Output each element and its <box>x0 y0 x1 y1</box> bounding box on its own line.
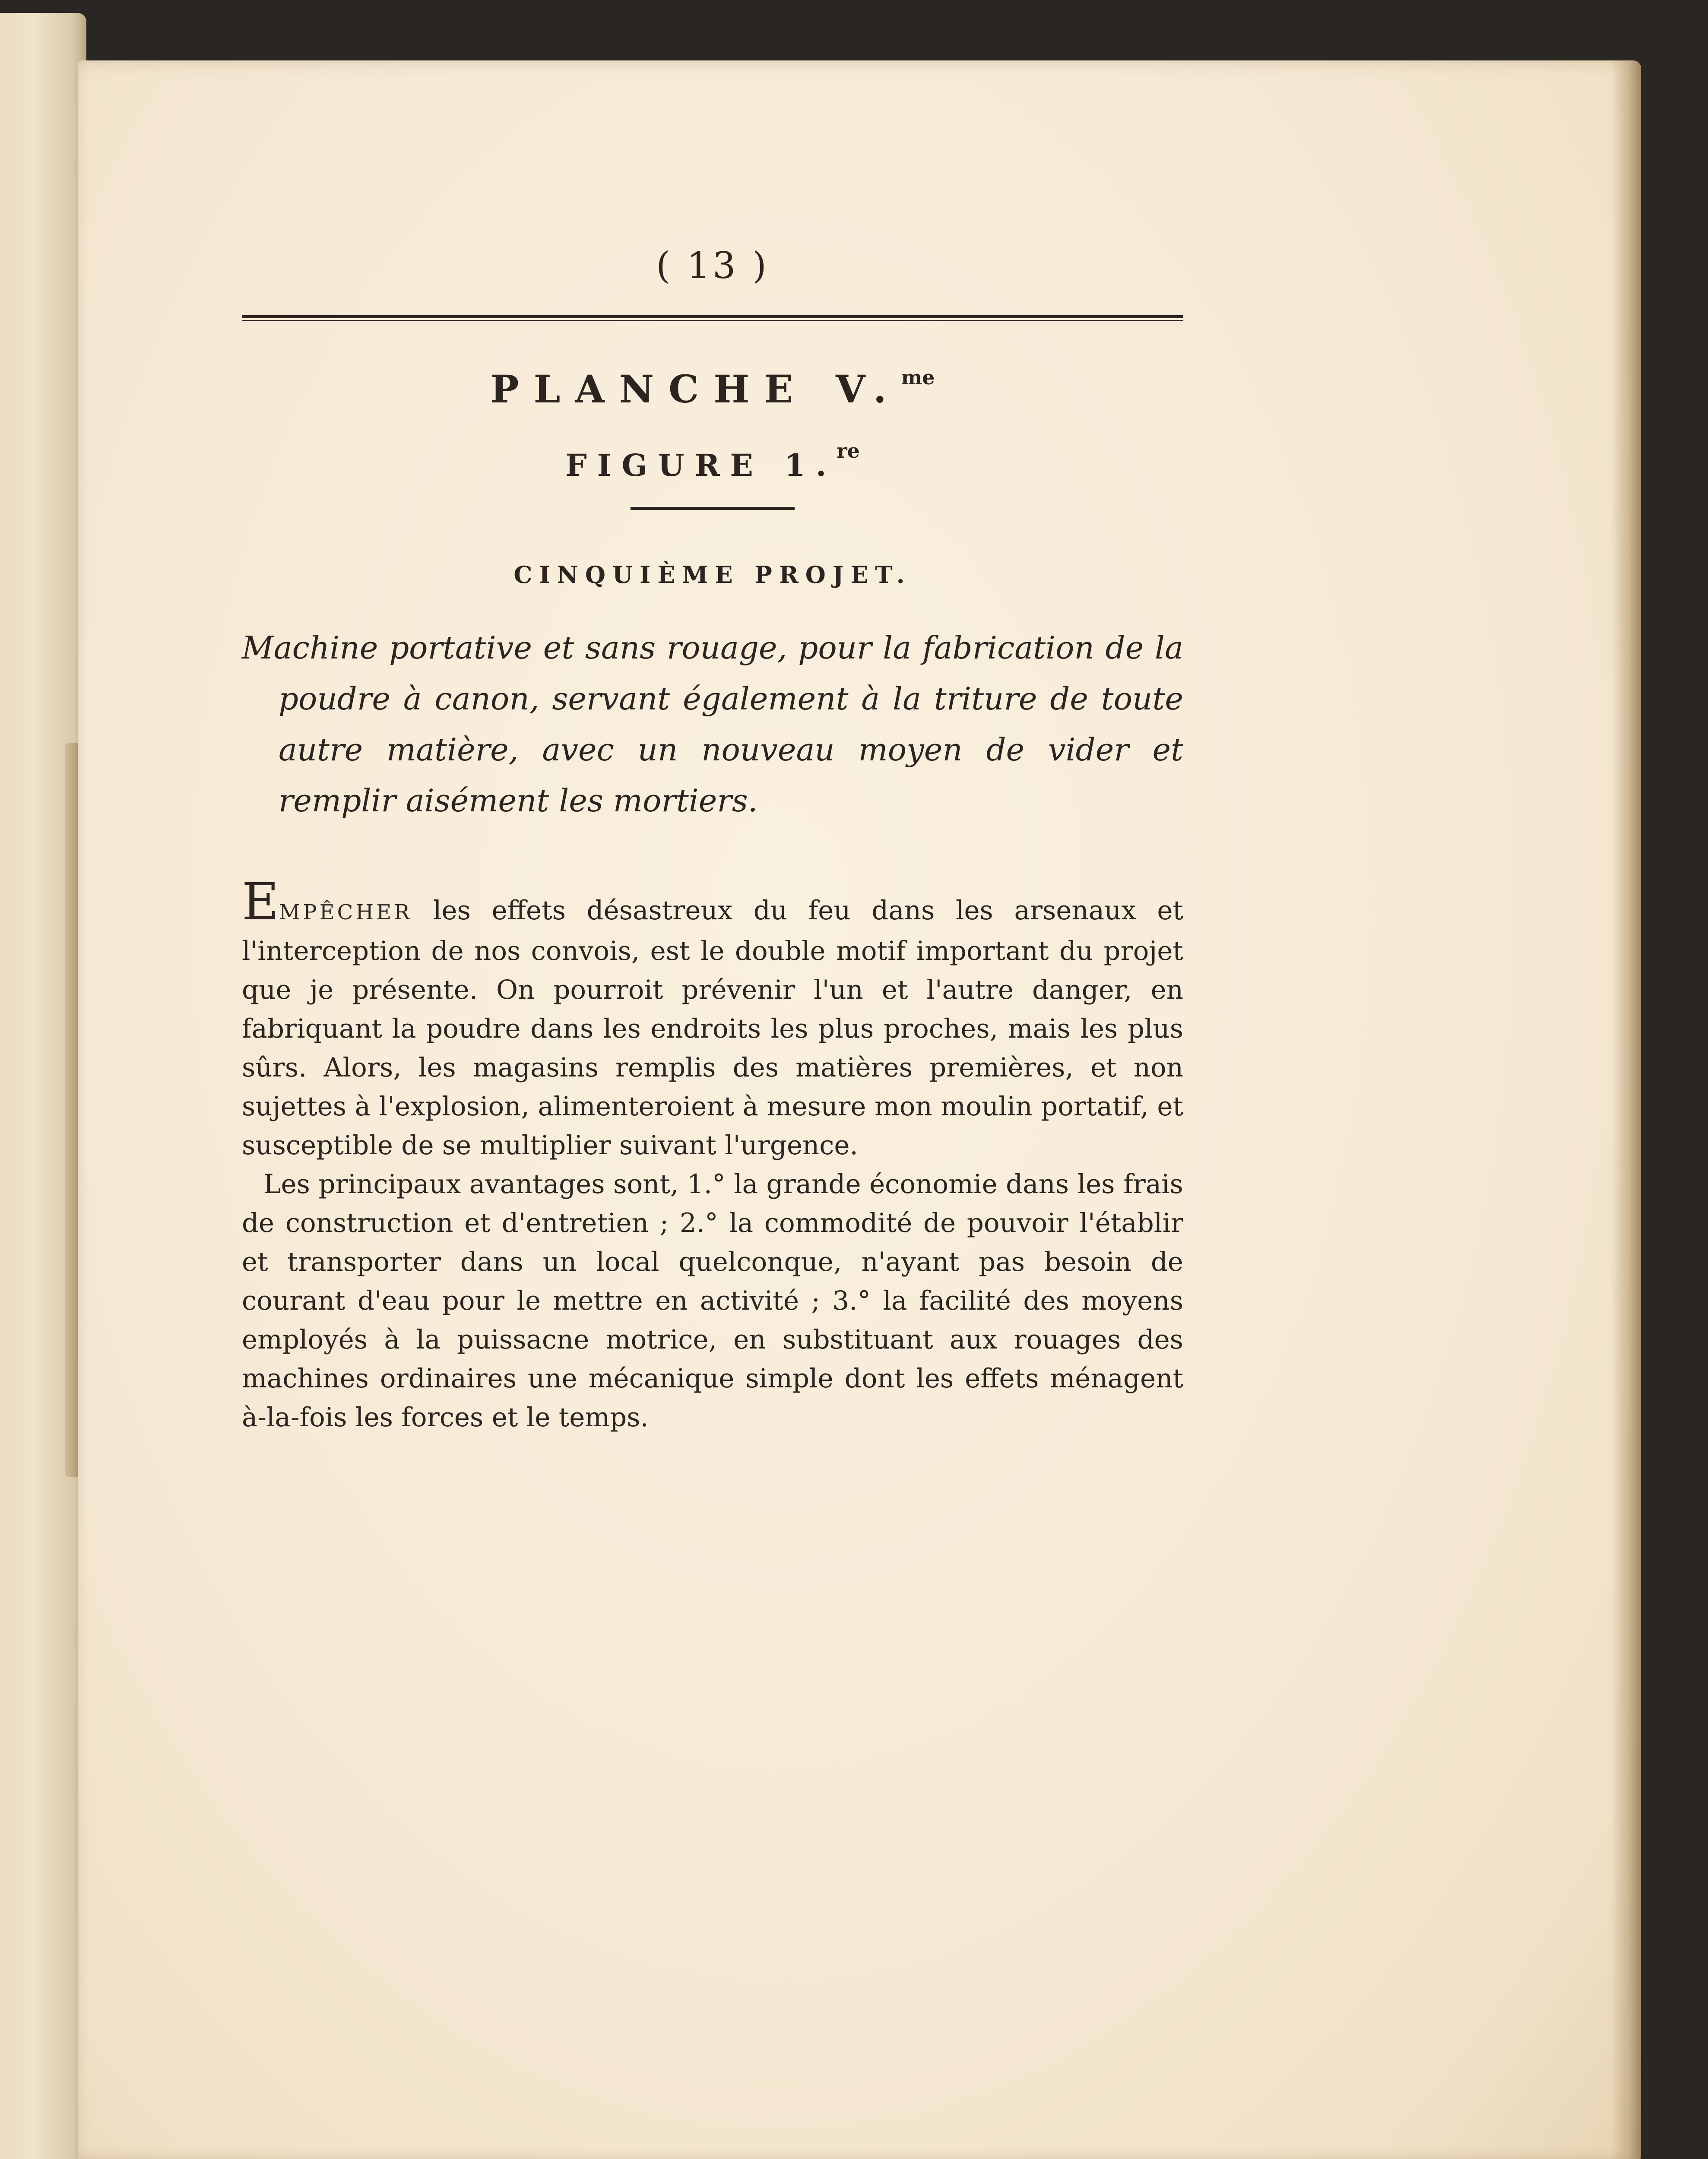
body-text <box>242 872 1183 1437</box>
figure-heading <box>242 429 1183 483</box>
planche-superscript: me <box>901 366 935 389</box>
page-edge-shadow <box>1611 60 1641 2159</box>
header-double-rule <box>242 315 1183 321</box>
planche-heading <box>242 351 1183 412</box>
planche-text: PLANCHE V. <box>490 367 901 412</box>
page-content <box>242 242 1183 1437</box>
project-subtitle: Machine portative et sans rouage, pour la fabrication de la poudre à canon, servant également à la triture de toute autre matière, avec un nouveau moyen de vider et remplir aisément les mortiers. <box>242 630 1183 819</box>
figure-text: FIGURE 1. <box>565 447 837 483</box>
projet-title: CINQUIÈME PROJET. <box>513 561 912 589</box>
paragraph-1 <box>242 872 1183 1165</box>
paragraph-1-text: les effets désastreux du feu dans les arsenaux et l'interception de nos convois, est le double motif important du projet que je présente. On pourroit prévenir l'un et l'autre danger, en fabriquant la poudre dans les endroits les plus proches, mais les plus sûrs. Alors, les magasins remplis des matières premières, et non sujettes à l'explosion, alimenteroient à mesure mon moulin portatif, et susceptible de se multiplier suivant l'urgence. <box>242 895 1183 1161</box>
figure-superscript: re <box>837 439 860 462</box>
short-rule <box>631 507 795 510</box>
drop-cap: E <box>242 872 279 931</box>
page-number: ( 13 ) <box>656 244 769 287</box>
paragraph-2: Les principaux avantages sont, 1.° la grande économie dans les frais de construction et d'entretien ; 2.° la commodité de pouvoir l'établir et transporter dans un local quelconque, n'ayant pas besoin de courant d'eau pour le mettre en activité ; 3.° la facilité des moyens employés à la puissacne motrice, en substituant aux rouages des machines ordinaires une mécanique simple dont les effets ménagent à-la-fois les forces et le temps. <box>242 1169 1183 1433</box>
paragraph-1-smallcaps: MPÊCHER <box>279 900 412 924</box>
